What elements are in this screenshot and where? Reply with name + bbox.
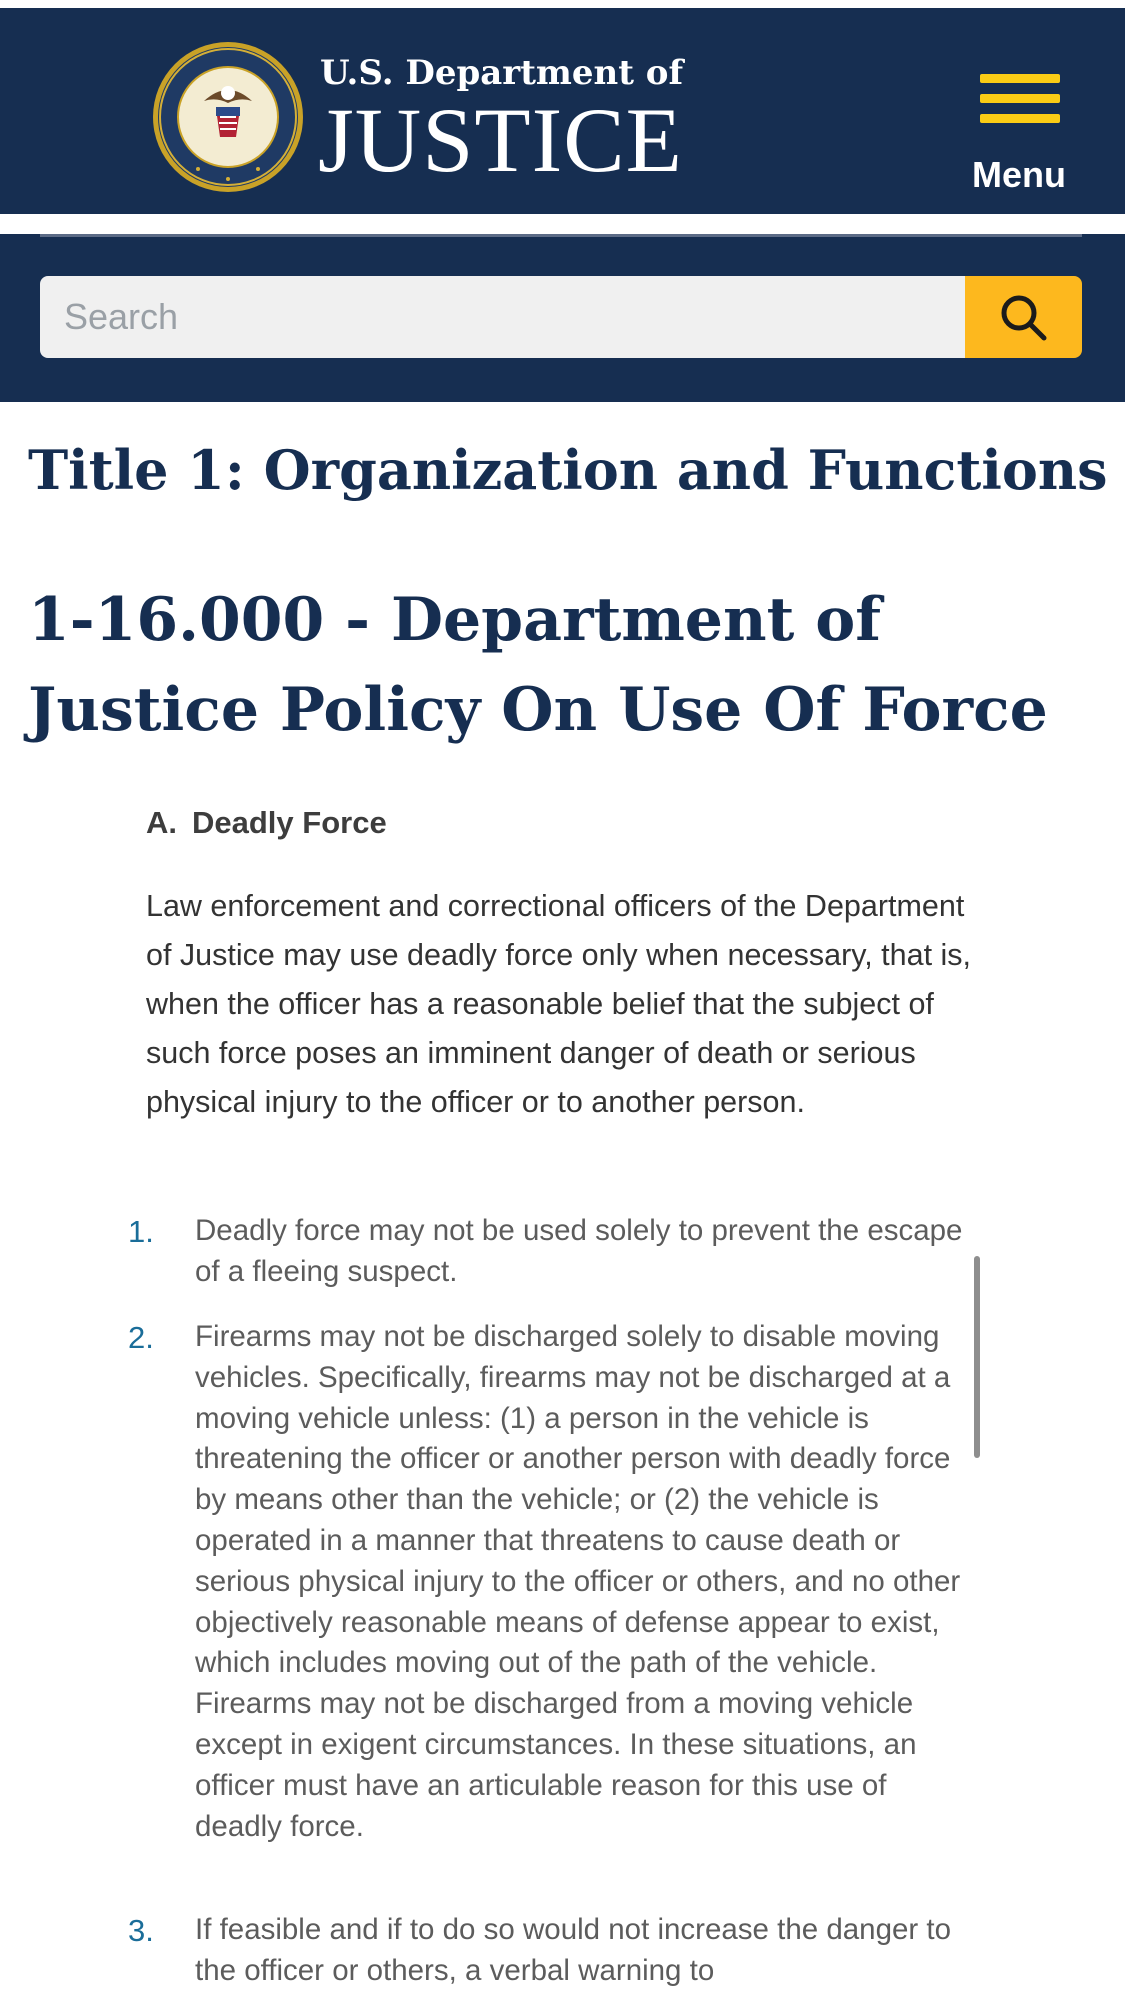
agency-name-line1: U.S. Department of <box>320 53 684 93</box>
hamburger-icon-bar-2 <box>980 94 1060 103</box>
hamburger-icon-bar-3 <box>980 114 1060 123</box>
hamburger-icon <box>980 74 1060 83</box>
section-title: 1-16.000 - Department of Justice Policy On Use Of Force <box>28 585 1048 745</box>
list-item-number: 2. <box>128 1320 154 1355</box>
search-bar <box>0 234 1125 402</box>
list-item-text: Firearms may not be discharged solely to disable moving vehicles. Specifically, firearms may not be discharged at a moving vehicle unless: (1) a person in the vehicle is threatening the officer or another person with deadly force by means other than the vehicle; or (2) the vehicle is operated in a manner that threatens to cause death or serious physical injury to the officer or others, and no other objectively reasonable means of defense appear to exist, which includes moving out of the path of the vehicle. Firearms may not be discharged from a moving vehicle except in exigent circumstances. In these situations, an officer must have an articulable reason for this use of deadly force. <box>195 1320 961 1843</box>
header-gap <box>0 214 1125 234</box>
menu-label: Menu <box>972 154 1066 195</box>
subsection-heading <box>146 805 387 841</box>
site-header <box>0 8 1125 214</box>
page-title: Title 1: Organization and Functions <box>28 438 1108 502</box>
search-input[interactable] <box>40 276 965 358</box>
list-item-number: 1. <box>128 1214 154 1249</box>
divider <box>40 234 1082 237</box>
menu-button[interactable] <box>960 64 1078 204</box>
scrollbar[interactable] <box>974 1256 980 1458</box>
list-item-text: Deadly force may not be used solely to prevent the escape of a fleeing suspect. <box>195 1214 963 1288</box>
list-item-number: 3. <box>128 1913 154 1948</box>
subsection-letter: A. <box>146 805 177 840</box>
body-paragraph: Law enforcement and correctional officers of the Department of Justice may use deadly force only when necessary, that is, when the officer has a reasonable belief that the subject of such force poses an imminent danger of death or serious physical injury to the officer or to another person. <box>146 889 972 1119</box>
list-item-text: If feasible and if to do so would not increase the danger to the officer or others, a verbal warning to <box>195 1913 952 1987</box>
subsection-heading-text: Deadly Force <box>192 805 387 840</box>
search-icon <box>999 293 1049 343</box>
agency-name-line2: JUSTICE <box>318 89 683 191</box>
top-status-strip <box>0 0 1125 8</box>
doj-seal-logo[interactable] <box>152 41 304 193</box>
search-button[interactable] <box>965 276 1082 358</box>
